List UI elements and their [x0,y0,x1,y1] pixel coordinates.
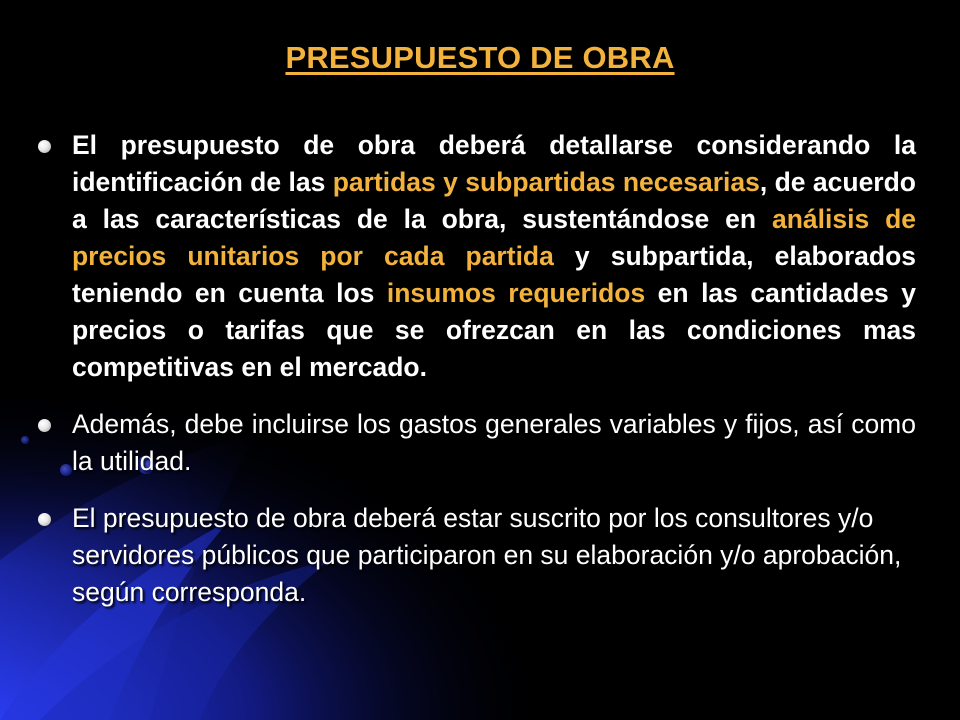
text-segment: El presupuesto de obra deberá detallarse considerando la identificación de las [72,130,916,197]
bullet-icon [38,419,51,432]
bullet-item [38,406,916,480]
highlighted-term: partidas y subpartidas necesarias [332,167,760,197]
text-segment: , de acuerdo a las características de la obra, sustentándose en [72,167,916,234]
text-segment: y subpartida, elaborados teniendo en cuenta los [72,241,916,308]
slide-title: PRESUPUESTO DE OBRA [285,40,675,75]
bullet-icon [38,140,51,153]
bullet-text: Además, debe incluirse los gastos generales variables y fijos, así como la utilidad. [72,409,916,476]
bullet-icon [38,513,51,526]
highlighted-term: insumos requeridos [386,278,646,308]
bullet-text [72,130,916,382]
bullet-list [38,127,916,611]
text-segment: en las cantidades y precios o tarifas que se ofrezcan en las condiciones mas competitivas en el mercado. [72,278,916,382]
highlighted-term: análisis de precios unitarios por cada partida [72,204,917,271]
bullet-item [38,500,916,611]
bullet-text: El presupuesto de obra deberá estar suscrito por los consultores y/o servidores públicos que participaron en su elaboración y/o aprobación, según corresponda. [72,503,902,607]
bullet-item [38,127,916,386]
